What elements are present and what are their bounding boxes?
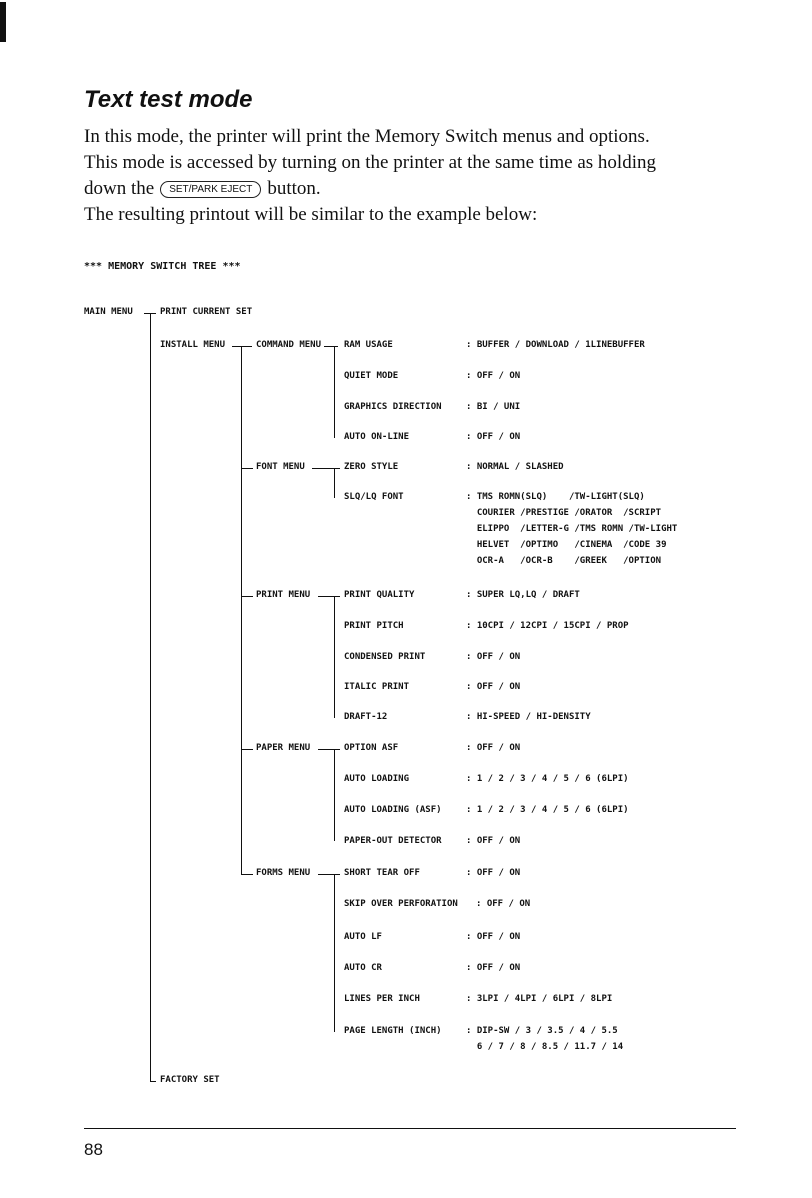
menu-item-value: : HI-SPEED / HI-DENSITY	[466, 712, 591, 722]
tree-print-branch	[334, 596, 335, 718]
tree-title: *** MEMORY SWITCH TREE ***	[84, 261, 241, 272]
tree-font-branch	[334, 468, 335, 498]
menu-item-name: PRINT PITCH	[344, 621, 404, 631]
menu-item-name: CONDENSED PRINT	[344, 652, 426, 662]
paper-menu-label: PAPER MENU	[256, 743, 311, 753]
menu-item-value: : BUFFER / DOWNLOAD / 1LINEBUFFER	[466, 340, 645, 350]
tree-connector	[150, 1081, 156, 1082]
intro-line-2b: down the	[84, 178, 155, 199]
menu-item-value: : 10CPI / 12CPI / 15CPI / PROP	[466, 621, 629, 631]
font-list-line: OCR-A /OCR-B /GREEK /OPTION	[466, 556, 662, 566]
menu-item-name: SLQ/LQ FONT	[344, 492, 404, 502]
print-menu-label: PRINT MENU	[256, 590, 311, 600]
set-park-eject-key: SET/PARK EJECT	[160, 181, 261, 198]
menu-item-name: DRAFT-12	[344, 712, 388, 722]
tree-connector	[241, 749, 253, 750]
intro-line-2c: button.	[267, 178, 321, 199]
menu-item-value: : OFF / ON	[466, 371, 521, 381]
tree-connector	[324, 346, 338, 347]
install-menu-label: INSTALL MENU	[160, 340, 226, 350]
menu-item-value: : BI / UNI	[466, 402, 521, 412]
command-menu-label: COMMAND MENU	[256, 340, 322, 350]
tree-connector	[312, 468, 340, 469]
menu-item-name: QUIET MODE	[344, 371, 399, 381]
menu-item-name: AUTO LF	[344, 932, 382, 942]
tree-install-branch	[241, 346, 242, 874]
font-list-line: COURIER /PRESTIGE /ORATOR /SCRIPT	[466, 508, 662, 518]
tree-forms-branch	[334, 874, 335, 1032]
menu-item-name: AUTO CR	[344, 963, 382, 973]
menu-item-value: : NORMAL / SLASHED	[466, 462, 564, 472]
print-current-set-label: PRINT CURRENT SET	[160, 307, 253, 317]
menu-item-name: AUTO LOADING	[344, 774, 410, 784]
margin-bar	[0, 2, 6, 42]
menu-item-name: ZERO STYLE	[344, 462, 399, 472]
menu-item-value: : TMS ROMN(SLQ) /TW-LIGHT(SLQ)	[466, 492, 645, 502]
tree-connector	[232, 346, 252, 347]
tree-connector	[241, 468, 253, 469]
tree-connector	[241, 874, 253, 875]
menu-item-value: : SUPER LQ,LQ / DRAFT	[466, 590, 580, 600]
tree-command-branch	[334, 346, 335, 438]
menu-item-value: : 3LPI / 4LPI / 6LPI / 8LPI	[466, 994, 613, 1004]
menu-item-name: RAM USAGE	[344, 340, 393, 350]
tree-paper-branch	[334, 749, 335, 841]
page-number: 88	[84, 1140, 103, 1159]
footer-rule	[84, 1128, 736, 1129]
page-length-line: 6 / 7 / 8 / 8.5 / 11.7 / 14	[466, 1042, 624, 1052]
forms-menu-label: FORMS MENU	[256, 868, 311, 878]
menu-item-name: PRINT QUALITY	[344, 590, 415, 600]
menu-item-value: : DIP-SW / 3 / 3.5 / 4 / 5.5	[466, 1026, 618, 1036]
menu-item-value: : OFF / ON	[466, 652, 521, 662]
menu-item-name: AUTO LOADING (ASF)	[344, 805, 442, 815]
menu-item-value: : OFF / ON	[476, 899, 531, 909]
tree-connector	[318, 749, 340, 750]
menu-item-value: : OFF / ON	[466, 432, 521, 442]
menu-item-name: LINES PER INCH	[344, 994, 420, 1004]
intro-line-2a: This mode is accessed by turning on the printer at the same time as holding	[84, 152, 656, 173]
tree-connector	[318, 596, 340, 597]
menu-item-name: PAPER-OUT DETECTOR	[344, 836, 442, 846]
menu-item-name: AUTO ON-LINE	[344, 432, 410, 442]
menu-item-name: GRAPHICS DIRECTION	[344, 402, 442, 412]
menu-item-value: : 1 / 2 / 3 / 4 / 5 / 6 (6LPI)	[466, 774, 629, 784]
tree-connector	[318, 874, 340, 875]
font-list-line: HELVET /OPTIMO /CINEMA /CODE 39	[466, 540, 667, 550]
menu-item-value: : OFF / ON	[466, 963, 521, 973]
main-menu-label: MAIN MENU	[84, 307, 133, 317]
menu-item-value: : 1 / 2 / 3 / 4 / 5 / 6 (6LPI)	[466, 805, 629, 815]
font-list-line: ELIPPO /LETTER-G /TMS ROMN /TW-LIGHT	[466, 524, 678, 534]
intro-line-1: In this mode, the printer will print the Memory Switch menus and options.	[84, 126, 650, 147]
menu-item-name: SHORT TEAR OFF	[344, 868, 420, 878]
tree-connector	[241, 596, 253, 597]
menu-item-name: ITALIC PRINT	[344, 682, 410, 692]
tree-main-branch	[150, 313, 151, 1081]
intro-text	[84, 124, 764, 228]
intro-line-2	[84, 150, 764, 176]
intro-line-2-cont	[84, 176, 764, 202]
menu-item-value: : OFF / ON	[466, 682, 521, 692]
menu-item-name: OPTION ASF	[344, 743, 399, 753]
font-menu-label: FONT MENU	[256, 462, 305, 472]
menu-item-value: : OFF / ON	[466, 743, 521, 753]
factory-set-label: FACTORY SET	[160, 1075, 220, 1085]
menu-item-name: SKIP OVER PERFORATION	[344, 899, 458, 909]
menu-item-value: : OFF / ON	[466, 868, 521, 878]
intro-line-3: The resulting printout will be similar to the example below:	[84, 204, 538, 225]
menu-item-name: PAGE LENGTH (INCH)	[344, 1026, 442, 1036]
menu-item-value: : OFF / ON	[466, 932, 521, 942]
page-title: Text test mode	[84, 86, 253, 113]
menu-item-value: : OFF / ON	[466, 836, 521, 846]
